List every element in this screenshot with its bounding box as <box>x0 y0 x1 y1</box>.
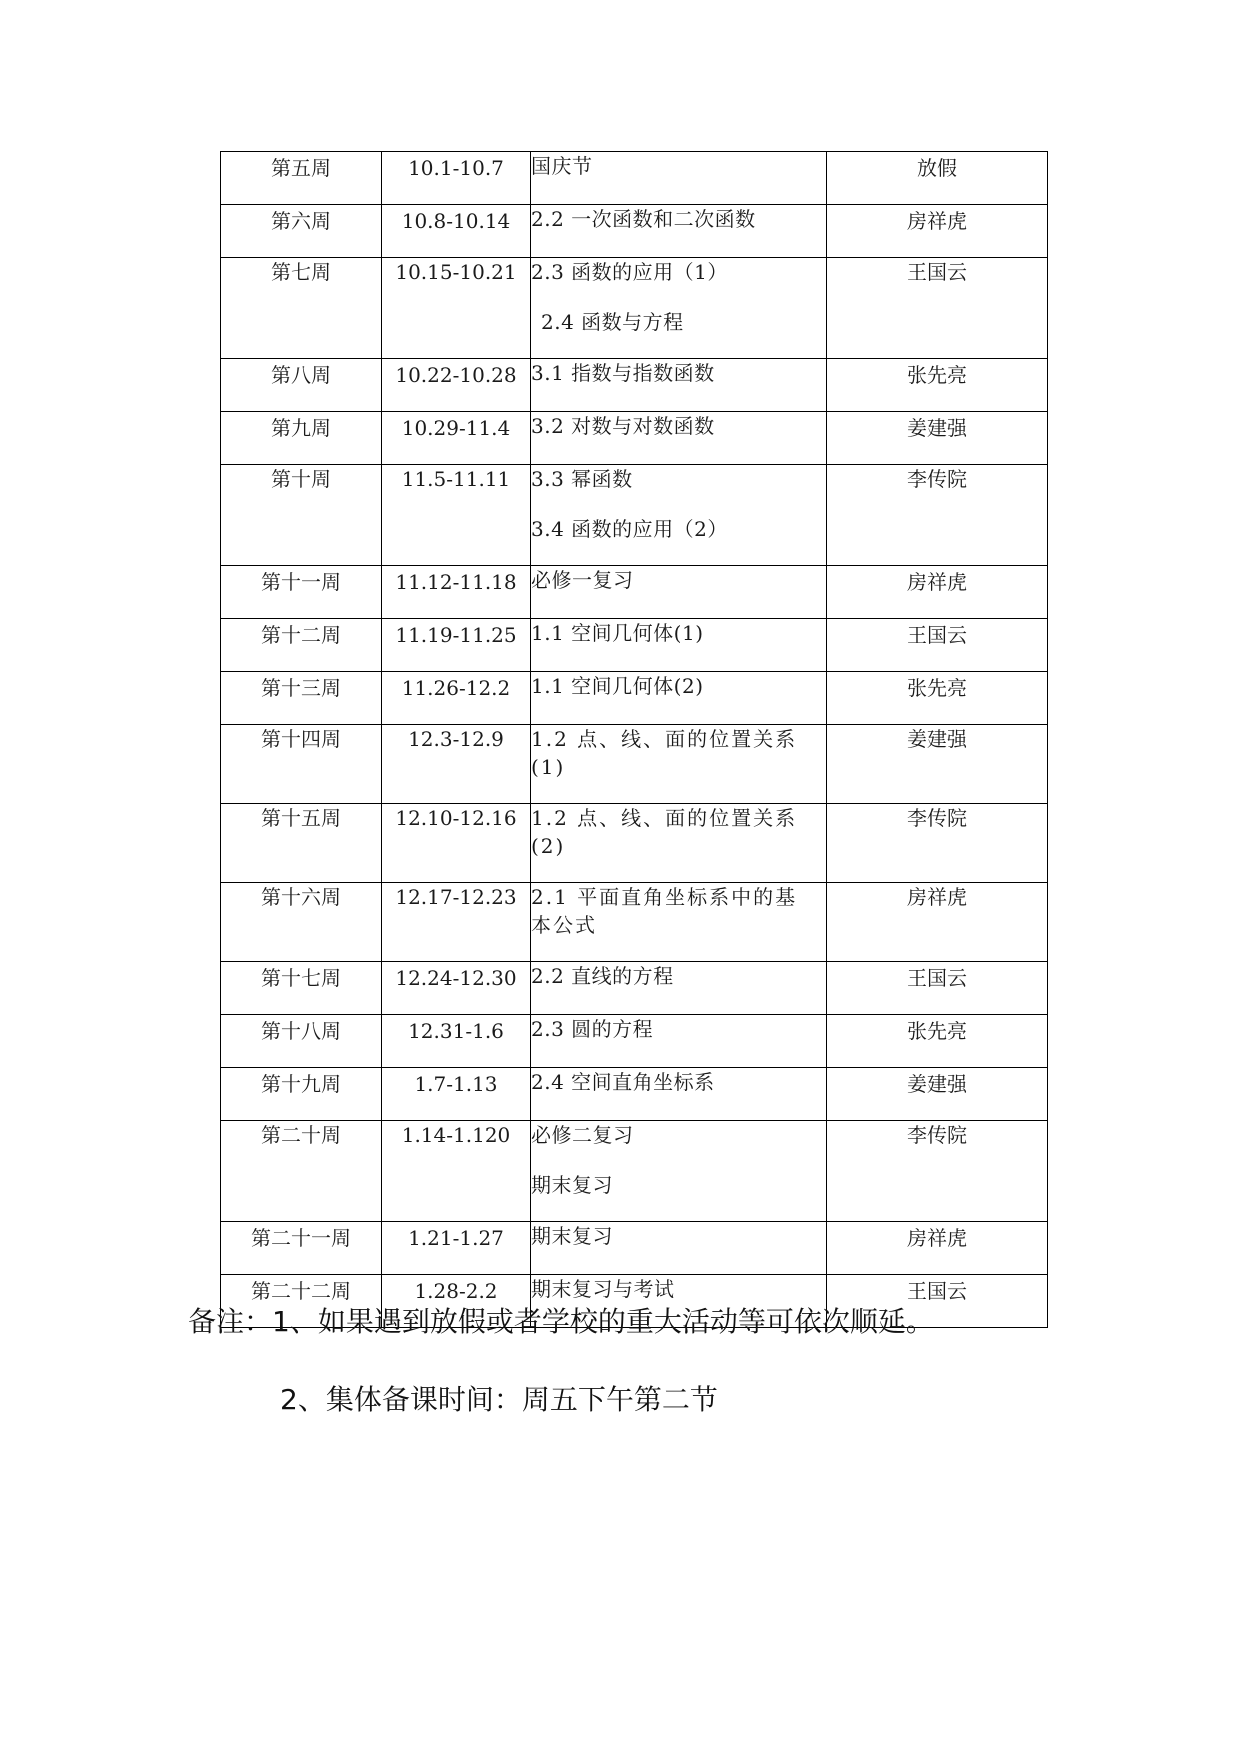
date-range-cell: 1.14-1.120 <box>382 1121 531 1222</box>
table-row <box>221 1222 1048 1275</box>
teacher-cell: 房祥虎 <box>827 566 1048 619</box>
date-range-cell: 10.29-11.4 <box>382 412 531 465</box>
content-line: 本公式 <box>531 913 597 937</box>
content-line: 3.4 函数的应用（2） <box>531 517 728 541</box>
teacher-cell: 张先亮 <box>827 672 1048 725</box>
teacher-cell: 李传院 <box>827 1121 1048 1222</box>
content-cell <box>531 962 827 1015</box>
teacher-cell: 姜建强 <box>827 1068 1048 1121</box>
content-cell <box>531 1015 827 1068</box>
week-cell: 第十周 <box>221 465 382 566</box>
content-line: 期末复习 <box>531 1224 613 1248</box>
content-line: 2.4 空间直角坐标系 <box>531 1070 715 1094</box>
table-row <box>221 672 1048 725</box>
teacher-cell: 李传院 <box>827 465 1048 566</box>
date-range-cell: 11.5-11.11 <box>382 465 531 566</box>
week-cell: 第十九周 <box>221 1068 382 1121</box>
teacher-cell: 放假 <box>827 152 1048 205</box>
content-line: 2.3 函数的应用（1） <box>531 260 728 284</box>
week-cell: 第十四周 <box>221 725 382 804</box>
table-row <box>221 804 1048 883</box>
table-row <box>221 465 1048 566</box>
teacher-cell: 房祥虎 <box>827 1222 1048 1275</box>
content-line: 国庆节 <box>531 154 593 178</box>
date-range-cell: 10.22-10.28 <box>382 359 531 412</box>
table-row <box>221 1015 1048 1068</box>
date-range-cell: 1.7-1.13 <box>382 1068 531 1121</box>
week-cell: 第十二周 <box>221 619 382 672</box>
date-range-cell: 12.3-12.9 <box>382 725 531 804</box>
content-cell <box>531 672 827 725</box>
content-cell <box>531 412 827 465</box>
content-line: (1) <box>531 755 566 779</box>
date-range-cell: 10.1-10.7 <box>382 152 531 205</box>
week-cell: 第十八周 <box>221 1015 382 1068</box>
date-range-cell: 11.12-11.18 <box>382 566 531 619</box>
table-row <box>221 205 1048 258</box>
week-cell: 第九周 <box>221 412 382 465</box>
content-cell <box>531 205 827 258</box>
content-line: 2.2 一次函数和二次函数 <box>531 207 756 231</box>
week-cell: 第二十周 <box>221 1121 382 1222</box>
teacher-cell: 姜建强 <box>827 725 1048 804</box>
table-row <box>221 962 1048 1015</box>
table-row <box>221 1068 1048 1121</box>
week-cell: 第五周 <box>221 152 382 205</box>
date-range-cell: 11.19-11.25 <box>382 619 531 672</box>
table-row <box>221 566 1048 619</box>
table-row <box>221 152 1048 205</box>
table-row <box>221 412 1048 465</box>
week-cell: 第十五周 <box>221 804 382 883</box>
teacher-cell: 张先亮 <box>827 359 1048 412</box>
schedule-table <box>220 151 1048 1328</box>
teacher-cell: 王国云 <box>827 962 1048 1015</box>
content-cell <box>531 258 827 359</box>
teacher-cell: 王国云 <box>827 258 1048 359</box>
teacher-cell: 房祥虎 <box>827 205 1048 258</box>
week-cell: 第十一周 <box>221 566 382 619</box>
content-cell <box>531 1068 827 1121</box>
content-line: 1.1 空间几何体(2) <box>531 674 704 698</box>
week-cell: 第十六周 <box>221 883 382 962</box>
date-range-cell: 12.10-12.16 <box>382 804 531 883</box>
table-row <box>221 725 1048 804</box>
teacher-cell: 张先亮 <box>827 1015 1048 1068</box>
content-cell <box>531 152 827 205</box>
content-cell <box>531 804 827 883</box>
date-range-cell: 12.24-12.30 <box>382 962 531 1015</box>
date-range-cell: 10.8-10.14 <box>382 205 531 258</box>
content-line: 期末复习与考试 <box>531 1277 675 1301</box>
content-line: (2) <box>531 834 566 858</box>
content-cell <box>531 465 827 566</box>
content-cell <box>531 725 827 804</box>
content-line: 2.1 平面直角坐标系中的基 <box>531 885 798 909</box>
week-cell: 第二十一周 <box>221 1222 382 1275</box>
date-range-cell: 10.15-10.21 <box>382 258 531 359</box>
table-row <box>221 1121 1048 1222</box>
date-range-cell: 1.21-1.27 <box>382 1222 531 1275</box>
note-line-1: 备注：1、如果遇到放假或者学校的重大活动等可依次顺延。 <box>188 1305 934 1338</box>
content-cell <box>531 359 827 412</box>
note-line-2: 2、集体备课时间：周五下午第二节 <box>280 1383 718 1416</box>
week-cell: 第十七周 <box>221 962 382 1015</box>
content-line: 1.2 点、线、面的位置关系 <box>531 727 798 751</box>
content-line: 3.1 指数与指数函数 <box>531 361 715 385</box>
date-range-cell: 11.26-12.2 <box>382 672 531 725</box>
table-row <box>221 359 1048 412</box>
week-cell: 第七周 <box>221 258 382 359</box>
content-line: 3.3 幂函数 <box>531 467 633 491</box>
content-cell <box>531 1121 827 1222</box>
week-cell: 第二十二周 <box>221 1275 382 1328</box>
content-cell <box>531 619 827 672</box>
content-cell <box>531 1222 827 1275</box>
teacher-cell: 王国云 <box>827 619 1048 672</box>
teacher-cell: 王国云 <box>827 1275 1048 1328</box>
teacher-cell: 姜建强 <box>827 412 1048 465</box>
table-row <box>221 883 1048 962</box>
content-line: 2.4 函数与方程 <box>541 310 684 334</box>
content-cell <box>531 883 827 962</box>
week-cell: 第十三周 <box>221 672 382 725</box>
teacher-cell: 房祥虎 <box>827 883 1048 962</box>
table-row <box>221 258 1048 359</box>
date-range-cell: 12.31-1.6 <box>382 1015 531 1068</box>
table-row <box>221 619 1048 672</box>
content-cell <box>531 566 827 619</box>
content-line: 2.2 直线的方程 <box>531 964 674 988</box>
date-range-cell: 12.17-12.23 <box>382 883 531 962</box>
schedule-table-body <box>221 152 1048 1328</box>
content-line: 1.1 空间几何体(1) <box>531 621 704 645</box>
content-line: 必修二复习 <box>531 1123 634 1147</box>
date-range-cell: 1.28-2.2 <box>382 1275 531 1328</box>
content-line: 3.2 对数与对数函数 <box>531 414 715 438</box>
content-line: 必修一复习 <box>531 568 634 592</box>
week-cell: 第八周 <box>221 359 382 412</box>
content-line: 1.2 点、线、面的位置关系 <box>531 806 798 830</box>
content-line: 期末复习 <box>531 1173 613 1197</box>
week-cell: 第六周 <box>221 205 382 258</box>
teacher-cell: 李传院 <box>827 804 1048 883</box>
content-line: 2.3 圆的方程 <box>531 1017 654 1041</box>
